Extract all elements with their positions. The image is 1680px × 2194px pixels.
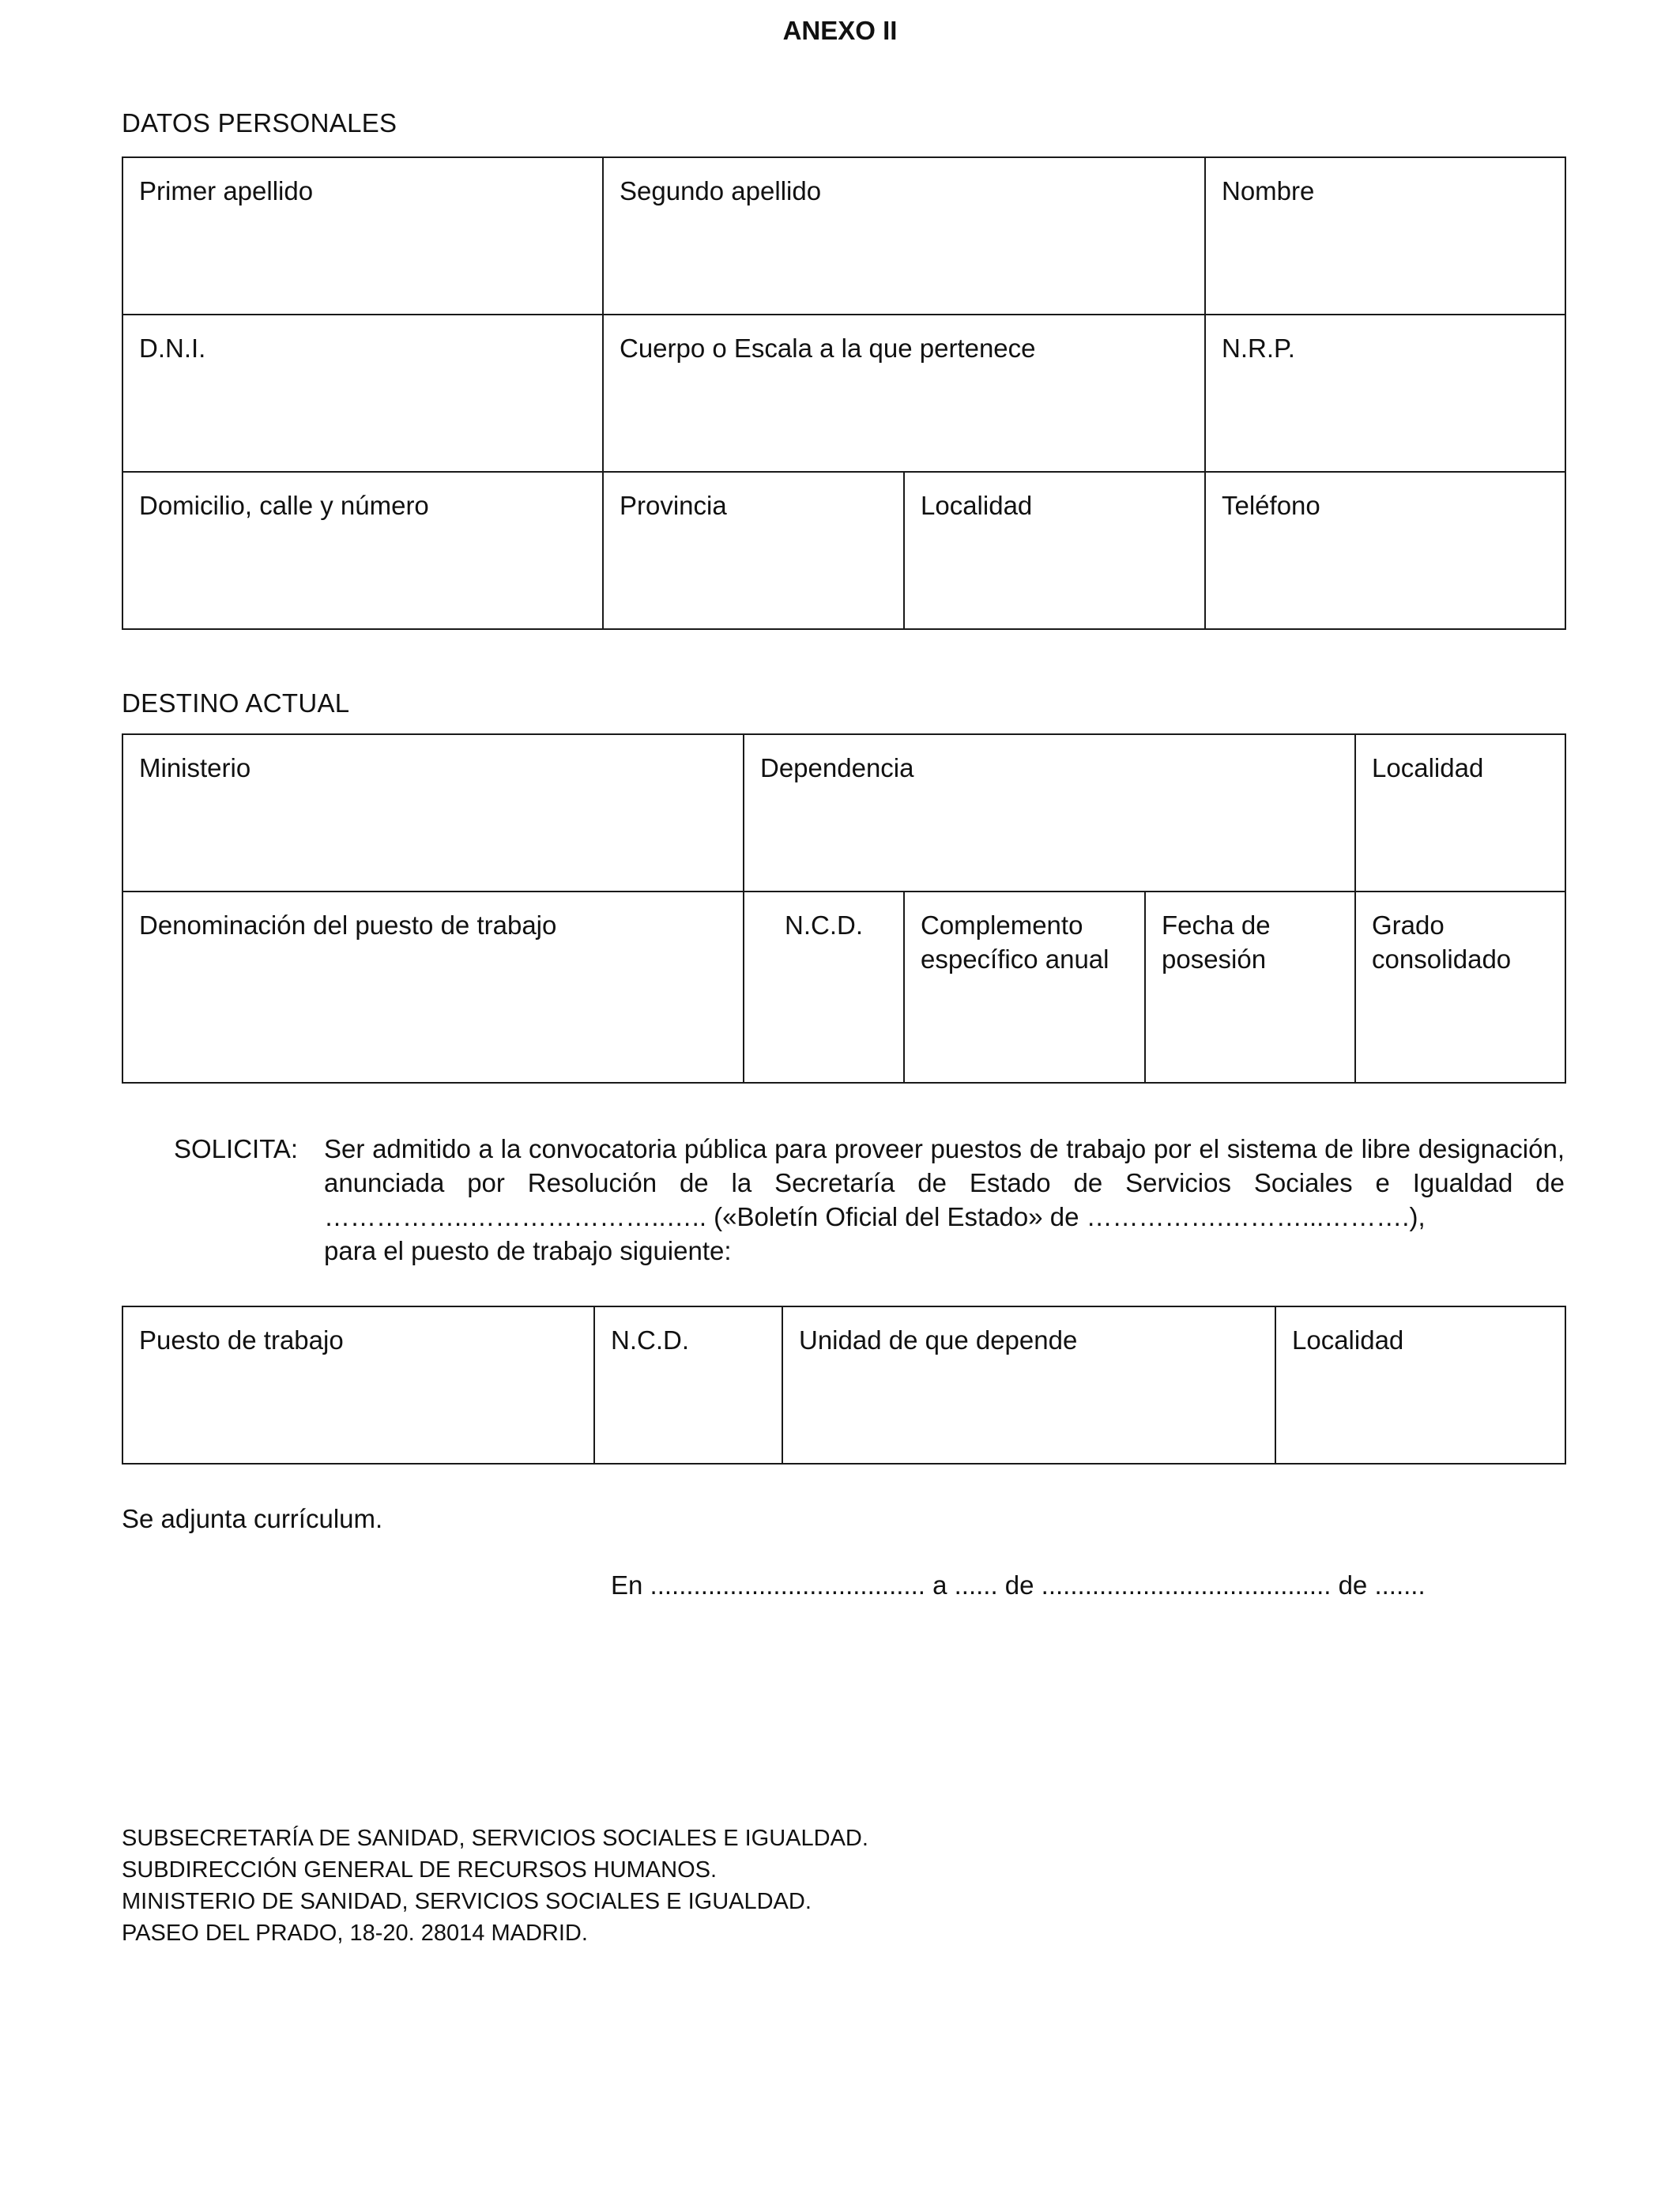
field-nombre[interactable] bbox=[1205, 157, 1565, 315]
field-cuerpo-escala[interactable] bbox=[603, 315, 1205, 472]
field-label: Localidad bbox=[921, 491, 1033, 520]
field-denominacion-puesto[interactable] bbox=[122, 892, 744, 1083]
footer-line: PASEO DEL PRADO, 18-20. 28014 MADRID. bbox=[122, 1921, 588, 1946]
solicita-body-end: para el puesto de trabajo siguiente: bbox=[324, 1236, 732, 1265]
field-localidad-destino[interactable] bbox=[1355, 734, 1565, 892]
field-nrp[interactable] bbox=[1205, 315, 1565, 472]
field-grado-consolidado[interactable] bbox=[1355, 892, 1565, 1083]
footer-line: MINISTERIO DE SANIDAD, SERVICIOS SOCIALES E IGUALDAD. bbox=[122, 1889, 812, 1914]
footer-line: SUBSECRETARÍA DE SANIDAD, SERVICIOS SOCIALES E IGUALDAD. bbox=[122, 1826, 868, 1851]
field-label: Localidad bbox=[1372, 753, 1484, 782]
fecha-lugar-line: En ...................................... a ...... de ........................................ de ....... bbox=[611, 1570, 1426, 1600]
field-ncd-destino[interactable] bbox=[744, 892, 904, 1083]
field-domicilio[interactable] bbox=[122, 472, 603, 629]
footer-address bbox=[122, 1823, 868, 1949]
field-label: Puesto de trabajo bbox=[139, 1325, 344, 1355]
field-puesto-trabajo[interactable] bbox=[122, 1306, 594, 1464]
field-label: Nombre bbox=[1222, 176, 1315, 205]
field-ncd-puesto[interactable] bbox=[594, 1306, 782, 1464]
field-label: Cuerpo o Escala a la que pertenece bbox=[620, 334, 1036, 363]
field-unidad-depende[interactable] bbox=[782, 1306, 1275, 1464]
field-telefono[interactable] bbox=[1205, 472, 1565, 629]
solicita-body: Ser admitido a la convocatoria pública para proveer puestos de trabajo por el sistema de libre designación, anunciada por Resolución de la Secretaría de Estado de Servicios Sociales e Igualdad de ……………..…………………..….. («Boletín Oficial del Estado» de …………….………...……….), bbox=[324, 1134, 1565, 1231]
puesto-solicitado-table bbox=[122, 1306, 1566, 1465]
field-label: D.N.I. bbox=[139, 334, 206, 363]
field-localidad-puesto[interactable] bbox=[1275, 1306, 1565, 1464]
destino-actual-table bbox=[122, 733, 1566, 1084]
field-fecha-posesion[interactable] bbox=[1145, 892, 1355, 1083]
section-heading-destino-actual: DESTINO ACTUAL bbox=[122, 688, 350, 718]
field-localidad[interactable] bbox=[904, 472, 1205, 629]
field-label: Fecha de posesión bbox=[1162, 910, 1271, 974]
section-heading-datos-personales: DATOS PERSONALES bbox=[122, 108, 397, 138]
field-label: Unidad de que depende bbox=[799, 1325, 1078, 1355]
field-label: Localidad bbox=[1292, 1325, 1404, 1355]
field-label: Grado consolidado bbox=[1372, 910, 1512, 974]
field-label: Provincia bbox=[620, 491, 727, 520]
field-segundo-apellido[interactable] bbox=[603, 157, 1205, 315]
field-dni[interactable] bbox=[122, 315, 603, 472]
field-label: Ministerio bbox=[139, 753, 251, 782]
field-label: Primer apellido bbox=[139, 176, 314, 205]
field-label: Segundo apellido bbox=[620, 176, 822, 205]
adjunta-curriculum-text: Se adjunta currículum. bbox=[122, 1504, 383, 1533]
field-complemento-especifico[interactable] bbox=[904, 892, 1145, 1083]
solicita-text bbox=[324, 1132, 1565, 1268]
footer-line: SUBDIRECCIÓN GENERAL DE RECURSOS HUMANOS. bbox=[122, 1857, 718, 1883]
field-label: N.C.D. bbox=[785, 910, 863, 940]
page-title: ANEXO II bbox=[782, 16, 898, 45]
field-primer-apellido[interactable] bbox=[122, 157, 603, 315]
field-label: N.C.D. bbox=[611, 1325, 689, 1355]
field-label: Dependencia bbox=[760, 753, 914, 782]
field-ministerio[interactable] bbox=[122, 734, 744, 892]
field-dependencia[interactable] bbox=[744, 734, 1355, 892]
field-label: N.R.P. bbox=[1222, 334, 1295, 363]
field-label: Complemento específico anual bbox=[921, 910, 1109, 974]
datos-personales-table bbox=[122, 156, 1566, 630]
field-label: Teléfono bbox=[1222, 491, 1320, 520]
field-label: Denominación del puesto de trabajo bbox=[139, 910, 557, 940]
solicita-label: SOLICITA: bbox=[174, 1134, 299, 1163]
field-provincia[interactable] bbox=[603, 472, 904, 629]
field-label: Domicilio, calle y número bbox=[139, 491, 429, 520]
